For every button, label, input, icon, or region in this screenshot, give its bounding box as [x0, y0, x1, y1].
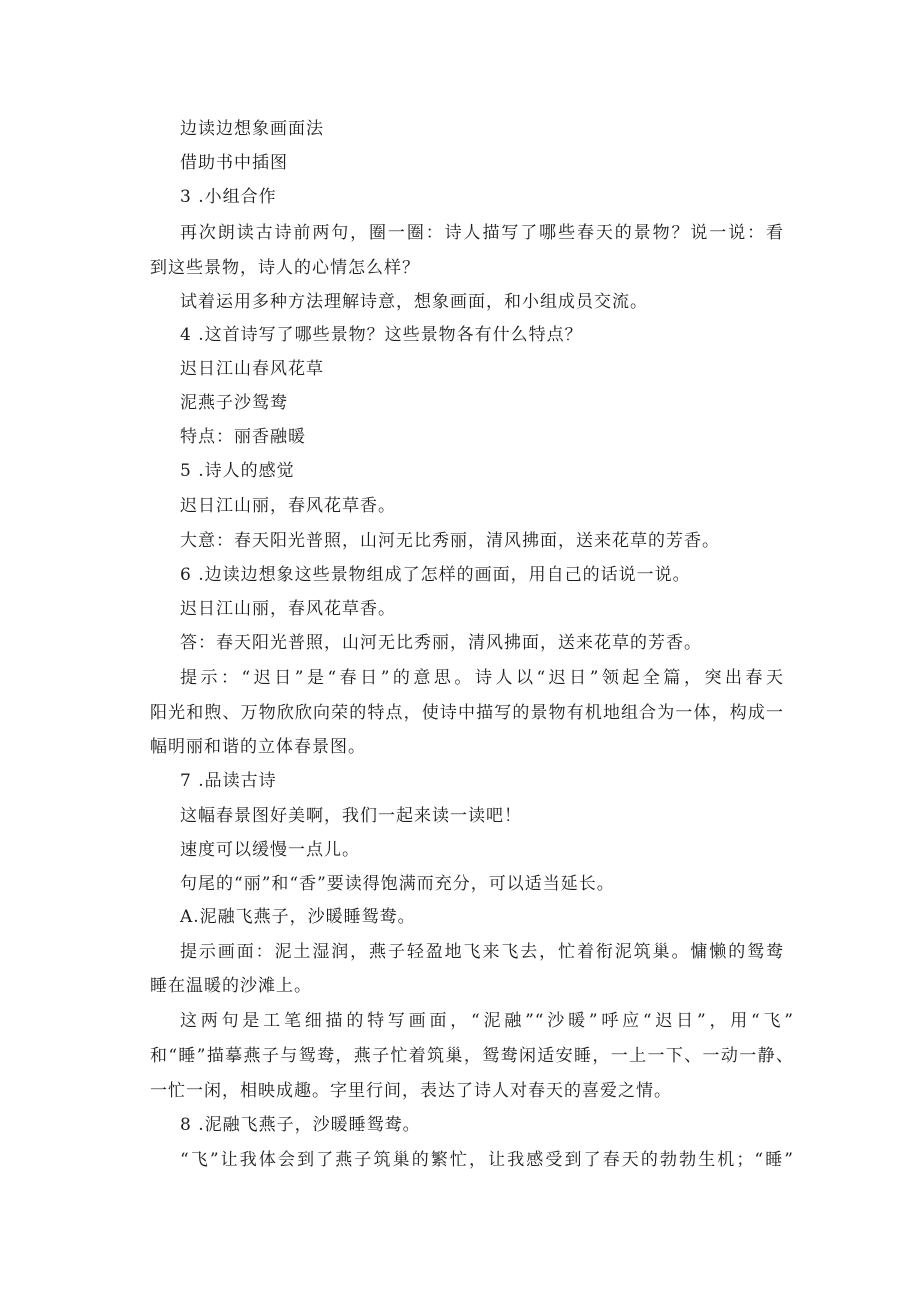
text-line: 迟日江山丽，春风花草香。: [180, 599, 396, 619]
text-line: 到这些景物，诗人的心情怎么样？: [150, 258, 420, 278]
text-line: 答：春天阳光普照，山河无比秀丽，清风拂面，送来花草的芳香。: [180, 633, 702, 653]
text-line: 和“睡”描摹燕子与鸳鸯，燕子忙着筑巢，鸳鸯闲适安睡，一上一下、一动一静、: [150, 1046, 794, 1066]
text-line: A.泥融飞燕子，沙暖睡鸳鸯。: [180, 907, 416, 927]
section-heading: 8 .泥融飞燕子，沙暖睡鸳鸯。: [180, 1115, 421, 1135]
text-line: 句尾的“丽”和“香”要读得饱满而充分，可以适当延长。: [180, 874, 615, 894]
section-heading: 4 .这首诗写了哪些景物？这些景物各有什么特点？: [180, 325, 583, 345]
text-line: 迟日江山春风花草: [180, 359, 324, 379]
text-line: 大意：春天阳光普照，山河无比秀丽，清风拂面，送来花草的芳香。: [180, 531, 720, 551]
section-heading: 6 .边读边想象这些景物组成了怎样的画面，用自己的话说一说。: [180, 565, 691, 585]
text-line: 一忙一闲，相映成趣。字里行间，表达了诗人对春天的喜爱之情。: [150, 1081, 672, 1101]
text-line: 幅明丽和谐的立体春景图。: [150, 737, 366, 757]
text-line: 特点：丽香融暖: [180, 427, 306, 447]
text-line: 泥燕子沙鸳鸯: [180, 393, 288, 413]
section-heading: 7 .品读古诗: [180, 771, 277, 791]
text-line: “飞”让我体会到了燕子筑巢的繁忙，让我感受到了春天的勃勃生机；“睡”: [180, 1150, 794, 1170]
text-line: 这幅春景图好美啊，我们一起来读一读吧！: [180, 806, 522, 826]
text-line: 试着运用多种方法理解诗意，想象画面，和小组成员交流。: [180, 292, 648, 312]
text-line: 提示画面：泥土湿润，燕子轻盈地飞来飞去，忙着衔泥筑巢。慵懒的鸳鸯: [180, 942, 784, 962]
text-line: 借助书中插图: [180, 153, 288, 173]
text-line: 迟日江山丽，春风花草香。: [180, 496, 396, 516]
text-line: 提示：“迟日”是“春日”的意思。诗人以“迟日”领起全篇，突出春天: [180, 668, 784, 688]
text-line: 速度可以缓慢一点儿。: [180, 840, 360, 860]
section-heading: 3 .小组合作: [180, 187, 277, 207]
text-line: 边读边想象画面法: [180, 119, 324, 139]
section-heading: 5 .诗人的感觉: [180, 461, 295, 481]
text-line: 睡在温暖的沙滩上。: [150, 976, 312, 996]
text-line: 这两句是工笔细描的特写画面，“泥融”“沙暖”呼应“迟日”，用“飞”: [180, 1011, 794, 1031]
text-line: 阳光和煦、万物欣欣向荣的特点，使诗中描写的景物有机地组合为一体，构成一: [150, 703, 784, 723]
text-line: 再次朗读古诗前两句，圈一圈：诗人描写了哪些春天的景物？说一说：看: [180, 223, 784, 243]
